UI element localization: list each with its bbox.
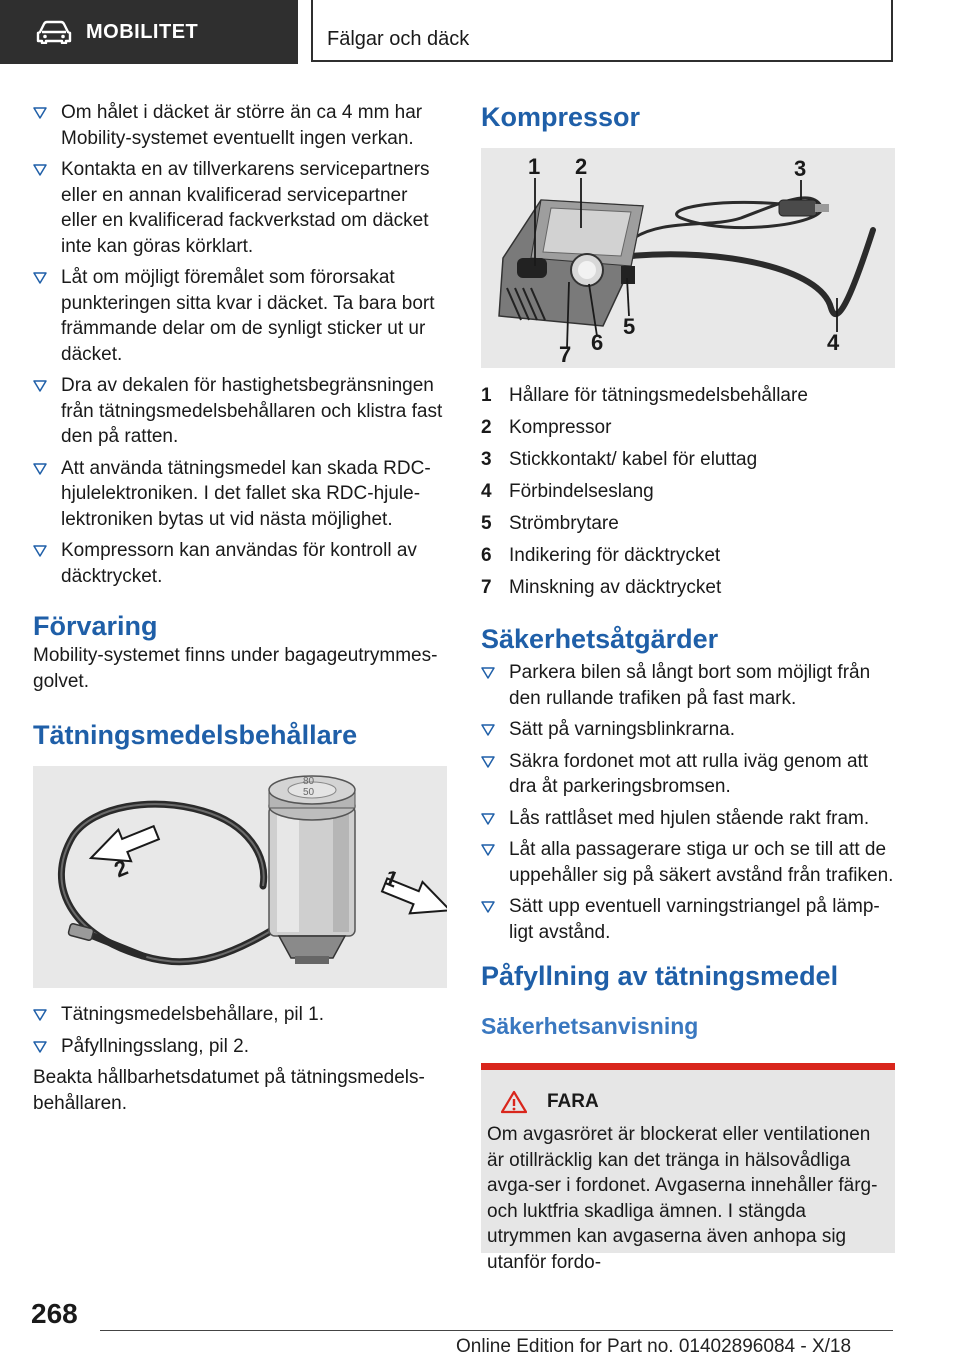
list-item-text: Tätningsmedelsbehållare, pil 1. bbox=[61, 1004, 324, 1025]
list-item bbox=[481, 837, 895, 888]
warning-text: Om avgasröret är blockerat eller ventilationen är otillräcklig kan det tränga in hälsovådliga avga-ser i fordonet. Avgaserna innehåller färg- och luktfria skadliga ämnen. I stängda utrymmen kan avgaserna även anhopa sig utanför fordo- bbox=[487, 1124, 878, 1273]
legend-item bbox=[481, 380, 895, 412]
legend-item bbox=[481, 412, 895, 444]
callout-1: 1 bbox=[528, 154, 541, 179]
warning-bar bbox=[481, 1063, 895, 1070]
list-item bbox=[481, 660, 895, 711]
safety-note-heading: Säkerhetsanvisning bbox=[481, 1013, 699, 1039]
bullet-triangle-icon bbox=[33, 545, 47, 557]
warning-header bbox=[481, 1070, 895, 1114]
legend-number: 1 bbox=[481, 385, 492, 406]
bullet-triangle-icon bbox=[33, 463, 47, 475]
list-item bbox=[33, 1002, 447, 1028]
list-item-text: Låt om möjligt föremålet som förorsakat punkteringen sitta kvar i däcket. Ta bara bort främmande delar om de synligt sticker ut ur däcket. bbox=[61, 267, 435, 365]
storage-heading: Förvaring bbox=[33, 611, 158, 641]
callout-3: 3 bbox=[794, 156, 807, 181]
legend-number: 6 bbox=[481, 545, 492, 566]
bullet-triangle-icon bbox=[481, 813, 495, 825]
legend-item bbox=[481, 572, 895, 604]
right-column bbox=[481, 100, 895, 1273]
legend-text: Stickkontakt/ kabel för eluttag bbox=[509, 449, 758, 470]
list-item-text: Sätt upp eventuell varningstriangel på lämp-ligt avstånd. bbox=[509, 896, 880, 943]
bullet-triangle-icon bbox=[481, 756, 495, 768]
container-heading: Tätningsmedelsbehållare bbox=[33, 720, 358, 750]
bullet-triangle-icon bbox=[33, 1009, 47, 1021]
intro-bullet-list bbox=[33, 100, 447, 589]
list-item bbox=[481, 806, 895, 832]
legend-text: Indikering för däcktrycket bbox=[509, 545, 721, 566]
warning-box bbox=[481, 1063, 895, 1273]
legend-text: Hållare för tätningsmedelsbehållare bbox=[509, 385, 808, 406]
callout-5: 5 bbox=[623, 314, 636, 339]
list-item bbox=[33, 538, 447, 589]
list-item-text: Säkra fordonet mot att rulla iväg genom att dra åt parkeringsbromsen. bbox=[509, 750, 869, 797]
list-item-text: Låt alla passagerare stiga ur och se till att de uppehåller sig på säkert avstånd från trafiken. bbox=[509, 839, 894, 886]
sealant-container-figure bbox=[33, 766, 447, 988]
list-item-text: Parkera bilen så långt bort som möjligt från den rullande trafiken på fast mark. bbox=[509, 662, 871, 709]
callout-4: 4 bbox=[827, 330, 840, 355]
section-title: MOBILITET bbox=[86, 20, 199, 43]
list-item-text: Lås rattlåset med hjulen stående rakt fram. bbox=[509, 807, 870, 829]
bullet-triangle-icon bbox=[481, 901, 495, 913]
legend-number: 3 bbox=[481, 449, 492, 470]
legend-item bbox=[481, 476, 895, 508]
bullet-triangle-icon bbox=[481, 724, 495, 736]
list-item bbox=[33, 373, 447, 450]
page-number: 268 bbox=[31, 1298, 78, 1329]
warning-title: FARA bbox=[547, 1091, 599, 1112]
legend-item bbox=[481, 444, 895, 476]
bottle-label-top: 80 bbox=[303, 776, 315, 787]
compressor-heading: Kompressor bbox=[481, 102, 641, 132]
list-item bbox=[481, 717, 895, 743]
list-item-text: Kompressorn kan användas för kontroll av däcktrycket. bbox=[61, 540, 417, 587]
fill-heading: Påfyllning av tätningsmedel bbox=[481, 961, 839, 991]
list-item bbox=[33, 265, 447, 367]
safety-bullet-list bbox=[481, 660, 895, 945]
footer-divider bbox=[100, 1330, 893, 1331]
legend-text: Minskning av däcktrycket bbox=[509, 577, 722, 598]
container-bullet-list bbox=[33, 1002, 447, 1059]
bullet-triangle-icon bbox=[481, 844, 495, 856]
callout-6: 6 bbox=[591, 330, 604, 355]
list-item bbox=[33, 100, 447, 151]
list-item-text: Om hålet i däcket är större än ca 4 mm har Mobility-systemet eventuellt ingen verkan. bbox=[61, 102, 423, 149]
list-item-text: Dra av dekalen för hastighetsbegränsningen från tätningsmedelsbehållaren och klistra fast den på ratten. bbox=[61, 375, 443, 447]
list-item-text: Att använda tätningsmedel kan skada RDC-hjulelektroniken. I det fallet ska RDC-hjule-lektroniken bytas ut vid nästa möjlighet. bbox=[61, 457, 431, 530]
bullet-triangle-icon bbox=[33, 1041, 47, 1053]
storage-text: Mobility-systemet finns under bagageutrymmes-golvet. bbox=[33, 645, 438, 692]
legend-item bbox=[481, 508, 895, 540]
car-icon bbox=[36, 20, 72, 44]
compressor-figure bbox=[481, 148, 895, 368]
legend-number: 2 bbox=[481, 417, 492, 438]
warning-triangle-icon bbox=[501, 1090, 527, 1114]
list-item bbox=[33, 456, 447, 533]
list-item-text: Påfyllningsslang, pil 2. bbox=[61, 1035, 249, 1057]
arrow-label-2: 2 bbox=[110, 854, 132, 883]
bullet-triangle-icon bbox=[33, 164, 47, 176]
legend-text: Kompressor bbox=[509, 417, 612, 438]
safety-heading: Säkerhetsåtgärder bbox=[481, 624, 719, 654]
bullet-triangle-icon bbox=[33, 272, 47, 284]
legend-text: Förbindelseslang bbox=[509, 481, 654, 502]
legend-number: 7 bbox=[481, 577, 492, 598]
list-item bbox=[481, 749, 895, 800]
list-item-text: Sätt på varningsblinkrarna. bbox=[509, 719, 736, 740]
list-item-text: Kontakta en av tillverkarens servicepartners eller en annan kvalificerad servicepartner eller en kvalificerad fackverkstad om däcket inte kan göras körklart. bbox=[61, 159, 430, 257]
left-column bbox=[33, 100, 447, 1116]
list-item bbox=[33, 1034, 447, 1060]
container-note: Beakta hållbarhetsdatumet på tätningsmedels-behållaren. bbox=[33, 1067, 425, 1114]
bullet-triangle-icon bbox=[33, 380, 47, 392]
legend-text: Strömbrytare bbox=[509, 513, 619, 534]
callout-7: 7 bbox=[559, 342, 572, 367]
compressor-legend bbox=[481, 380, 895, 604]
arrow-label-1: 1 bbox=[380, 864, 402, 893]
legend-number: 4 bbox=[481, 481, 492, 502]
section-tab bbox=[0, 0, 298, 64]
legend-item bbox=[481, 540, 895, 572]
callout-2: 2 bbox=[575, 154, 588, 179]
bottle-label-bottom: 50 bbox=[303, 787, 315, 798]
footer-edition: Online Edition for Part no. 01402896084 - X/18 bbox=[456, 1336, 852, 1357]
chapter-title: Fälgar och däck bbox=[327, 28, 470, 50]
legend-number: 5 bbox=[481, 513, 492, 534]
list-item bbox=[481, 894, 895, 945]
chapter-tab bbox=[311, 0, 893, 62]
bullet-triangle-icon bbox=[481, 667, 495, 679]
list-item bbox=[33, 157, 447, 259]
bullet-triangle-icon bbox=[33, 107, 47, 119]
